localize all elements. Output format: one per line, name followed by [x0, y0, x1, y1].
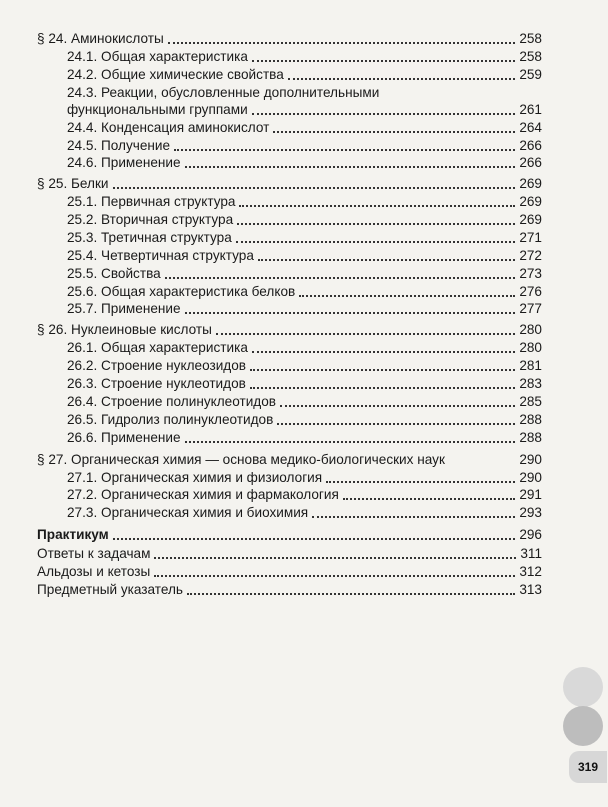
toc-entry-label: функциональными группами	[67, 102, 248, 117]
toc-entry-label: 25.7. Применение	[67, 301, 181, 316]
toc-entry-25-3	[67, 226, 542, 246]
toc-entry-27-2	[67, 483, 542, 503]
toc-entry-page: 283	[519, 376, 542, 391]
toc-entry-24-1	[67, 45, 542, 65]
toc-entry-page: 288	[519, 430, 542, 445]
toc-entry-25-2	[67, 208, 542, 228]
toc-entry-label: 24.5. Получение	[67, 138, 171, 153]
toc-entry-label: 24.6. Применение	[67, 155, 181, 170]
toc-entry-page: 290	[519, 470, 542, 485]
toc-entry-label: 26.1. Общая характеристика	[67, 340, 248, 355]
toc-entry-26-5	[67, 408, 542, 428]
toc-entry-page: 259	[519, 67, 542, 82]
toc-entry-label: 26.4. Строение полинуклеотидов	[67, 394, 277, 409]
toc-entry-section-25	[37, 172, 542, 192]
toc-entry-page: 258	[519, 31, 542, 46]
toc-entry-24-2	[67, 63, 542, 83]
toc-entry-answers	[37, 542, 542, 562]
toc-entry-page: 272	[519, 248, 542, 263]
toc-entry-page: 290	[519, 452, 542, 467]
toc-entry-label: 25.6. Общая характеристика белков	[67, 284, 296, 299]
toc-entry-page: 266	[519, 155, 542, 170]
toc-entry-page: 311	[520, 546, 542, 561]
toc-entry-25-4	[67, 244, 542, 264]
toc-entry-label: Предметный указатель	[37, 582, 183, 597]
toc-entry-26-6	[67, 426, 542, 446]
toc-entry-page: 280	[519, 340, 542, 355]
toc-entry-page: 261	[519, 102, 542, 117]
toc-entry-label: 27.2. Органическая химия и фармакология	[67, 487, 339, 502]
toc-entry-page: 280	[519, 322, 542, 337]
toc-entry-page: 277	[519, 301, 542, 316]
toc-entry-label: 24.3. Реакции, обусловленные дополнительными	[67, 85, 380, 100]
toc-entry-25-1	[67, 190, 542, 210]
toc-entry-25-5	[67, 262, 542, 282]
toc-entry-25-7	[67, 297, 542, 317]
toc-entry-section-27	[37, 448, 542, 468]
toc-entry-label: 24.2. Общие химические свойства	[67, 67, 284, 82]
toc-entry-practicum	[37, 523, 542, 543]
toc-entry-section-24	[37, 27, 542, 47]
toc-entry-index	[37, 578, 542, 598]
toc-entry-page: 269	[519, 194, 542, 209]
toc-entry-label: § 24. Аминокислоты	[37, 31, 164, 46]
toc-entry-page: 273	[519, 266, 542, 281]
toc-entry-page: 288	[519, 412, 542, 427]
toc-entry-page: 293	[519, 505, 542, 520]
toc-entry-page: 296	[519, 527, 542, 542]
toc-entry-section-26	[37, 318, 542, 338]
toc-entry-page: 281	[519, 358, 542, 373]
toc-entry-aldoses	[37, 560, 542, 580]
decorative-circle-dark	[563, 706, 603, 746]
toc-entry-label: 27.1. Органическая химия и физиология	[67, 470, 323, 485]
toc-entry-label: 26.2. Строение нуклеозидов	[67, 358, 247, 373]
toc-entry-label: 25.2. Вторичная структура	[67, 212, 234, 227]
toc-entry-24-4	[67, 116, 542, 136]
toc-entry-label: Альдозы и кетозы	[37, 564, 151, 579]
toc-entry-page: 285	[519, 394, 542, 409]
toc-entry-label: 26.5. Гидролиз полинуклеотидов	[67, 412, 274, 427]
toc-entry-label: § 25. Белки	[37, 176, 109, 191]
toc-entry-page: 269	[519, 176, 542, 191]
toc-entry-26-3	[67, 372, 542, 392]
toc-entry-label: Практикум	[37, 527, 109, 542]
toc-entry-label: § 27. Органическая химия — основа медико-биологических наук	[37, 452, 445, 467]
toc-entry-27-3	[67, 501, 542, 521]
toc-entry-page: 269	[519, 212, 542, 227]
toc-entry-page: 312	[519, 564, 542, 579]
toc-entry-page: 266	[519, 138, 542, 153]
page-number: 319	[569, 751, 607, 783]
toc-entry-page: 264	[519, 120, 542, 135]
toc-entry-label: 24.1. Общая характеристика	[67, 49, 248, 64]
toc-entry-page: 271	[519, 230, 542, 245]
toc-entry-label: 26.6. Применение	[67, 430, 181, 445]
toc-entry-page: 276	[519, 284, 542, 299]
toc-entry-label: 24.4. Конденсация аминокислот	[67, 120, 270, 135]
decorative-circle-light	[563, 667, 603, 707]
toc-entry-label: 27.3. Органическая химия и биохимия	[67, 505, 309, 520]
toc-entry-page: 291	[519, 487, 542, 502]
toc-entry-label: 25.5. Свойства	[67, 266, 161, 281]
toc-entry-label: Ответы к задачам	[37, 546, 151, 561]
toc-entry-label: 25.3. Третичная структура	[67, 230, 232, 245]
toc-entry-label: 25.1. Первичная структура	[67, 194, 236, 209]
toc-entry-26-4	[67, 390, 542, 410]
toc-entry-26-1	[67, 336, 542, 356]
toc-entry-label: § 26. Нуклеиновые кислоты	[37, 322, 212, 337]
toc-entry-26-2	[67, 354, 542, 374]
toc-entry-page: 313	[519, 582, 542, 597]
toc-entry-page: 258	[519, 49, 542, 64]
toc-entry-24-3-line2	[67, 98, 542, 118]
toc-entry-24-6	[67, 151, 542, 171]
toc-entry-label: 26.3. Строение нуклеотидов	[67, 376, 246, 391]
toc-entry-label: 25.4. Четвертичная структура	[67, 248, 254, 263]
